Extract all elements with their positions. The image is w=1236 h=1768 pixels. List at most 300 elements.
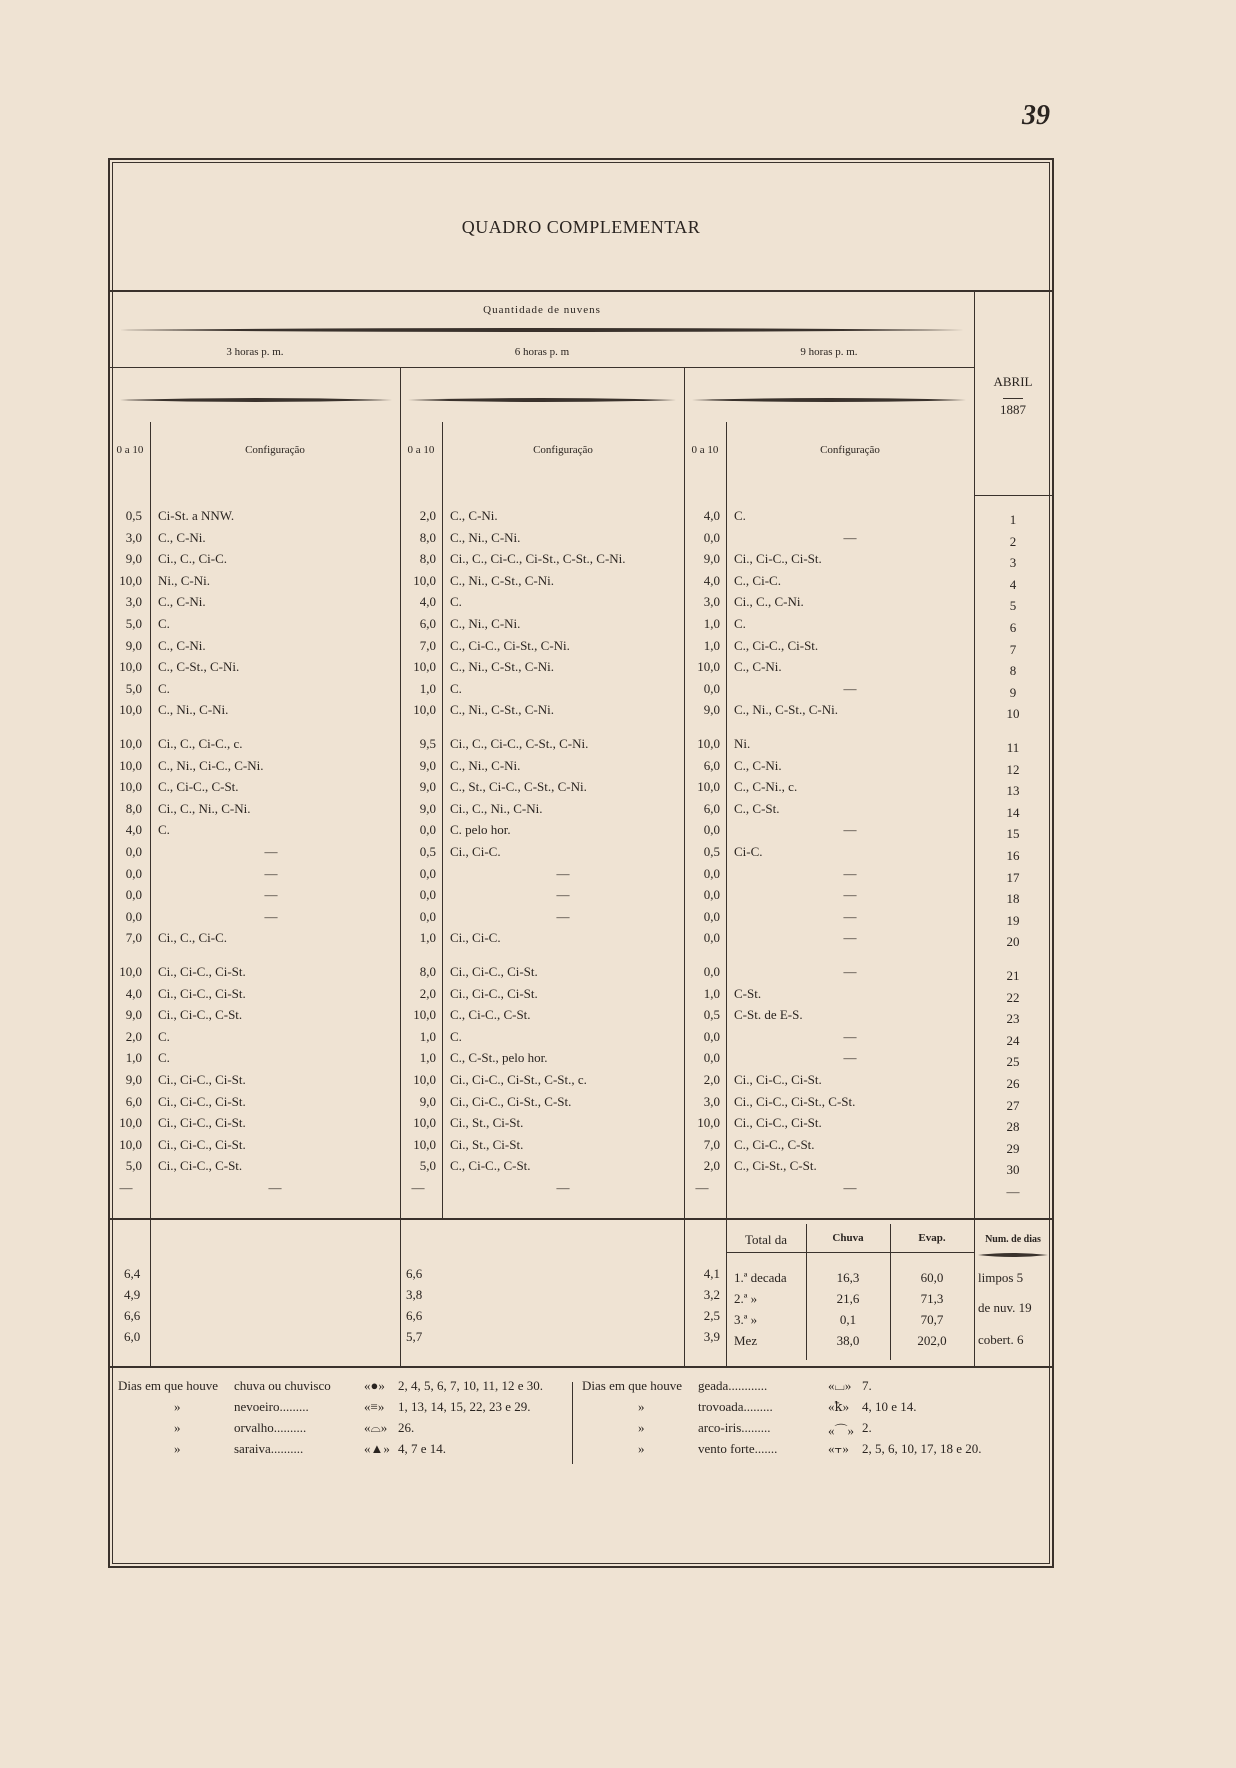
row-config-9pm: —: [843, 529, 857, 545]
row-val-6pm: —: [411, 1180, 425, 1195]
row-val-3pm: 9,0: [125, 1007, 142, 1023]
config-header-2: Configuração: [533, 444, 593, 456]
page-number: 39: [1022, 100, 1050, 131]
legend-right-label: trovoada.........: [698, 1399, 773, 1414]
row-val-3pm: 2,0: [125, 1028, 142, 1044]
row-val-9pm: —: [695, 1180, 709, 1195]
average-col9: 4,1: [703, 1266, 720, 1281]
average-col6: 5,7: [406, 1329, 423, 1344]
row-config-3pm: C.: [158, 680, 170, 696]
row-config-6pm: Ci., Ci-C.: [450, 844, 501, 859]
row-val-9pm: 0,0: [703, 964, 720, 979]
row-day: 9: [1009, 684, 1017, 700]
row-val-3pm: 10,0: [119, 659, 142, 675]
legend-left-mark: «●»: [364, 1378, 385, 1393]
row-val-6pm: 9,5: [419, 736, 436, 751]
row-val-6pm: 10,0: [413, 1136, 436, 1152]
row-val-6pm: 9,0: [419, 1093, 436, 1109]
row-config-6pm: —: [556, 887, 570, 903]
total-evap: 60,0: [920, 1270, 944, 1285]
row-val-6pm: 10,0: [413, 1007, 436, 1023]
row-val-9pm: 0,0: [703, 865, 720, 881]
legend-right-mark: «⌴»: [828, 1378, 852, 1393]
row-config-9pm: C., C-Ni.: [734, 659, 782, 675]
row-config-9pm: Ni.: [734, 736, 751, 751]
row-config-3pm: C., Ni., C-Ni.: [158, 702, 229, 718]
row-config-9pm: C., Ci-C.: [734, 572, 781, 588]
average-col6: 3,8: [406, 1287, 423, 1302]
row-val-3pm: 1,0: [125, 1050, 142, 1066]
row-config-9pm: Ci., Ci-C., Ci-St.: [734, 1115, 822, 1131]
row-val-3pm: 0,0: [125, 844, 142, 859]
row-val-9pm: 0,5: [703, 1007, 720, 1023]
row-config-6pm: C., Ni., C-Ni.: [450, 757, 521, 773]
total-label: 2.ª »: [734, 1291, 758, 1306]
col6-swash: [408, 397, 676, 403]
legend-split: [572, 1382, 573, 1464]
row-config-9pm: Ci., Ci-C., Ci-St., C-St.: [734, 1093, 856, 1109]
row-val-6pm: 1,0: [419, 680, 436, 696]
month-dash: [1003, 398, 1023, 399]
row-val-9pm: 1,0: [703, 616, 720, 631]
row-val-3pm: 0,0: [125, 887, 142, 903]
month-divider: [974, 495, 1052, 496]
row-val-3pm: 4,0: [125, 822, 142, 838]
row-val-9pm: 0,0: [703, 680, 720, 696]
num-dias-swash: [978, 1252, 1048, 1258]
row-val-6pm: 8,0: [419, 964, 436, 979]
row-val-3pm: 5,0: [125, 680, 142, 696]
row-config-9pm: —: [843, 1028, 857, 1044]
legend-right-days: 2.: [862, 1420, 872, 1435]
row-config-3pm: Ni., C-Ni.: [158, 572, 210, 588]
legend-left-prefix: »: [174, 1441, 181, 1456]
average-col9: 3,9: [703, 1329, 720, 1344]
col6-header: 6 horas p. m: [514, 346, 570, 358]
legend-left-label: nevoeiro.........: [234, 1399, 309, 1414]
row-val-6pm: 0,0: [419, 887, 436, 903]
row-config-9pm: —: [843, 865, 857, 881]
row-config-3pm: Ci., Ci-C., Ci-St.: [158, 1115, 246, 1131]
legend-left-mark: «⌓»: [364, 1420, 388, 1435]
row-day: 21: [1006, 968, 1020, 983]
row-config-9pm: C., C-St.: [734, 800, 780, 816]
row-config-9pm: —: [843, 887, 857, 903]
row-config-9pm: C., Ci-St., C-St.: [734, 1158, 817, 1174]
row-val-9pm: 0,0: [703, 1050, 720, 1066]
total-chuva: 16,3: [836, 1270, 860, 1285]
legend-left-prefix: »: [174, 1420, 181, 1435]
row-config-6pm: Ci., Ci-C., Ci-St.: [450, 985, 538, 1001]
row-config-9pm: Ci-C.: [734, 844, 763, 859]
config-header-3: Configuração: [820, 444, 880, 456]
row-val-6pm: 0,0: [419, 908, 436, 924]
row-val-6pm: 1,0: [419, 1050, 436, 1066]
row-config-3pm: —: [264, 887, 278, 903]
row-val-6pm: 10,0: [413, 1072, 436, 1087]
row-config-3pm: Ci., Ci-C., Ci-St.: [158, 1093, 246, 1109]
row-val-9pm: 2,0: [703, 1072, 720, 1087]
legend-right-prefix: »: [638, 1399, 645, 1414]
row-val-3pm: 10,0: [119, 1115, 142, 1131]
title-divider: [110, 290, 1052, 292]
row-day: 24: [1006, 1032, 1020, 1048]
evap-header: Evap.: [918, 1232, 946, 1244]
row-val-9pm: 10,0: [697, 736, 720, 751]
average-col3: 6,6: [124, 1308, 141, 1323]
total-chuva: 0,1: [839, 1312, 857, 1327]
row-day: 30: [1006, 1162, 1020, 1178]
row-config-9pm: —: [843, 822, 857, 838]
chuva-header: Chuva: [832, 1232, 864, 1244]
zero-ten-header-1: 0 a 10: [116, 444, 144, 456]
row-val-9pm: 0,0: [703, 529, 720, 545]
row-val-9pm: 1,0: [703, 637, 720, 653]
row-day: 10: [1006, 706, 1020, 722]
row-val-3pm: 5,0: [125, 1158, 142, 1174]
header-divider-2: [110, 367, 974, 368]
row-val-3pm: 10,0: [119, 572, 142, 588]
total-label: 1.ª decada: [734, 1270, 787, 1285]
row-config-9pm: —: [843, 930, 857, 946]
row-config-6pm: C., Ni., C-Ni.: [450, 616, 521, 631]
row-config-6pm: C., Ni., C-St., C-Ni.: [450, 572, 555, 588]
config-header-1: Configuração: [245, 444, 305, 456]
total-label: 3.ª »: [734, 1312, 758, 1327]
row-val-6pm: 9,0: [419, 800, 436, 816]
row-config-9pm: —: [843, 1050, 857, 1066]
row-config-6pm: Ci., St., Ci-St.: [450, 1115, 524, 1131]
row-config-6pm: Ci., C., Ni., C-Ni.: [450, 800, 543, 816]
row-config-3pm: Ci., C., Ni., C-Ni.: [158, 800, 251, 816]
total-label: Mez: [734, 1333, 758, 1348]
row-val-9pm: 0,0: [703, 930, 720, 946]
row-config-6pm: Ci., Ci-C.: [450, 930, 501, 946]
row-config-9pm: C.: [734, 508, 746, 523]
row-val-3pm: 3,0: [125, 594, 142, 610]
zero-ten-header-3: 0 a 10: [691, 444, 719, 456]
row-config-6pm: Ci., Ci-C., Ci-St.: [450, 964, 538, 979]
legend-right-label: arco-iris.........: [698, 1420, 771, 1435]
table-title: QUADRO COMPLEMENTAR: [461, 217, 701, 237]
row-val-6pm: 9,0: [419, 779, 436, 795]
row-config-6pm: —: [556, 1180, 570, 1195]
row-val-9pm: 1,0: [703, 985, 720, 1001]
row-config-6pm: Ci., C., Ci-C., C-St., C-Ni.: [450, 736, 589, 751]
year-header: 1887: [1000, 402, 1026, 417]
row-config-9pm: C-St. de E-S.: [734, 1007, 803, 1023]
row-config-6pm: C., Ci-C., Ci-St., C-Ni.: [450, 637, 570, 653]
row-day: 1: [1009, 512, 1017, 527]
row-val-3pm: 10,0: [119, 736, 142, 751]
row-config-6pm: C., C-Ni.: [450, 508, 498, 523]
row-config-9pm: Ci., Ci-C., Ci-St.: [734, 1072, 822, 1087]
zero-ten-header-2: 0 a 10: [407, 444, 435, 456]
quantidade-header: Quantidade de nuvens: [483, 304, 601, 316]
total-chuva: 38,0: [836, 1333, 860, 1348]
row-config-9pm: —: [843, 964, 857, 979]
row-config-9pm: C., Ni., C-St., C-Ni.: [734, 702, 839, 718]
row-config-6pm: C., Ni., C-Ni.: [450, 529, 521, 545]
legend-right-days: 4, 10 e 14.: [862, 1399, 917, 1414]
row-val-3pm: 10,0: [119, 702, 142, 718]
row-config-9pm: —: [843, 908, 857, 924]
average-col6: 6,6: [406, 1266, 423, 1281]
row-config-3pm: C.: [158, 1050, 170, 1066]
row-config-3pm: C.: [158, 822, 170, 838]
row-config-3pm: C., Ci-C., C-St.: [158, 779, 239, 795]
row-config-6pm: C.: [450, 1028, 462, 1044]
row-val-6pm: 0,5: [419, 844, 436, 859]
legend-left-mark: «▲»: [364, 1441, 390, 1456]
row-val-6pm: 8,0: [419, 529, 436, 545]
row-val-9pm: 2,0: [703, 1158, 720, 1174]
row-config-3pm: C., Ni., Ci-C., C-Ni.: [158, 757, 264, 773]
row-day: 20: [1006, 934, 1020, 950]
row-config-6pm: —: [556, 908, 570, 924]
row-day: 19: [1006, 912, 1020, 928]
summary-divider: [110, 1218, 1052, 1220]
legend-left-prefix: »: [174, 1399, 181, 1414]
row-day: 4: [1009, 576, 1017, 592]
row-day: 27: [1006, 1097, 1020, 1113]
row-day: 23: [1006, 1011, 1020, 1027]
row-val-6pm: 0,0: [419, 865, 436, 881]
row-config-3pm: Ci., Ci-C., Ci-St.: [158, 964, 246, 979]
row-config-6pm: —: [556, 865, 570, 881]
row-config-6pm: C., St., Ci-C., C-St., C-Ni.: [450, 779, 587, 795]
row-val-3pm: 0,0: [125, 908, 142, 924]
row-val-3pm: 9,0: [125, 551, 142, 567]
row-val-3pm: 3,0: [125, 529, 142, 545]
legend-left-days: 4, 7 e 14.: [398, 1441, 447, 1456]
row-val-3pm: —: [119, 1180, 133, 1195]
row-day: 7: [1009, 641, 1017, 657]
row-val-3pm: 0,0: [125, 865, 142, 881]
legend-left-mark: «≡»: [364, 1399, 385, 1414]
row-config-6pm: Ci., Ci-C., Ci-St., C-St., c.: [450, 1072, 587, 1087]
total-chuva: 21,6: [836, 1291, 860, 1306]
row-val-6pm: 0,0: [419, 822, 436, 838]
row-day: 12: [1006, 761, 1020, 777]
nuv-count: de nuv. 19: [978, 1300, 1032, 1315]
chuva-header-line: [726, 1252, 974, 1253]
row-config-6pm: C. pelo hor.: [450, 822, 511, 838]
total-evap: 202,0: [917, 1333, 947, 1348]
row-day: 22: [1006, 989, 1020, 1005]
row-val-3pm: 9,0: [125, 1072, 142, 1087]
row-config-6pm: C.: [450, 594, 462, 610]
row-day: 2: [1009, 533, 1017, 549]
col3-header: 3 horas p. m.: [226, 346, 284, 358]
legend-left-prefix: Dias em que houve: [118, 1378, 219, 1393]
row-config-9pm: Ci., Ci-C., Ci-St.: [734, 551, 822, 567]
row-day: 11: [1006, 740, 1020, 755]
cobert-count: cobert. 6: [978, 1332, 1024, 1347]
row-day: 8: [1009, 663, 1017, 679]
row-val-9pm: 10,0: [697, 1115, 720, 1131]
row-val-9pm: 10,0: [697, 779, 720, 795]
row-val-6pm: 2,0: [419, 985, 436, 1001]
row-config-3pm: C.: [158, 1028, 170, 1044]
legend-left-days: 1, 13, 14, 15, 22, 23 e 29.: [398, 1399, 531, 1414]
row-val-9pm: 0,0: [703, 908, 720, 924]
row-val-9pm: 10,0: [697, 659, 720, 675]
total-header: Total da: [744, 1232, 788, 1247]
row-config-3pm: —: [268, 1180, 282, 1195]
legend-right-prefix: »: [638, 1420, 645, 1435]
row-val-6pm: 4,0: [419, 594, 436, 610]
limpos-count: limpos 5: [978, 1270, 1024, 1285]
row-val-6pm: 7,0: [419, 637, 436, 653]
row-val-6pm: 5,0: [419, 1158, 436, 1174]
row-val-9pm: 9,0: [703, 551, 720, 567]
row-config-3pm: Ci., Ci-C., Ci-St.: [158, 1136, 246, 1152]
row-config-3pm: Ci., C., Ci-C.: [158, 930, 227, 946]
row-val-9pm: 0,0: [703, 887, 720, 903]
row-day: 15: [1006, 826, 1020, 842]
legend-left-days: 26.: [398, 1420, 415, 1435]
row-val-6pm: 8,0: [419, 551, 436, 567]
row-config-3pm: Ci., C., Ci-C.: [158, 551, 227, 567]
legend-right-mark: «⌒»: [828, 1423, 855, 1438]
row-val-6pm: 10,0: [413, 659, 436, 675]
col3-swash: [120, 397, 392, 403]
average-col3: 4,9: [124, 1287, 141, 1302]
legend-right-prefix: »: [638, 1441, 645, 1456]
row-val-6pm: 1,0: [419, 930, 436, 946]
row-config-3pm: —: [264, 844, 278, 859]
row-val-6pm: 10,0: [413, 572, 436, 588]
row-day: 28: [1006, 1119, 1020, 1135]
row-config-3pm: —: [264, 865, 278, 881]
sub-line-2: [442, 422, 443, 1218]
legend-right-mark: «ꝁ»: [828, 1399, 850, 1414]
row-config-6pm: C., Ci-C., C-St.: [450, 1007, 531, 1023]
col9-header: 9 horas p. m.: [800, 346, 858, 358]
legend-left-label: orvalho..........: [234, 1420, 307, 1435]
row-config-9pm: C., C-Ni., c.: [734, 779, 798, 795]
row-config-6pm: C., Ni., C-St., C-Ni.: [450, 659, 555, 675]
col9-swash: [692, 397, 966, 403]
row-val-3pm: 10,0: [119, 779, 142, 795]
total-evap: 70,7: [920, 1312, 944, 1327]
row-config-3pm: C., C-St., C-Ni.: [158, 659, 240, 675]
legend-divider: [110, 1366, 1052, 1368]
num-dias-header: Num. de dias: [985, 1234, 1041, 1245]
legend-left-label: saraiva..........: [234, 1441, 304, 1456]
row-config-3pm: Ci., Ci-C., Ci-St.: [158, 1072, 246, 1087]
row-val-3pm: 4,0: [125, 985, 142, 1001]
row-day: 17: [1006, 869, 1020, 885]
row-val-9pm: 0,0: [703, 822, 720, 838]
legend-right-mark: «⫟»: [828, 1441, 849, 1456]
row-val-3pm: 6,0: [125, 1093, 142, 1109]
row-config-6pm: C.: [450, 680, 462, 696]
row-config-3pm: Ci., C., Ci-C., c.: [158, 736, 243, 751]
row-val-3pm: 5,0: [125, 616, 142, 631]
row-val-3pm: 10,0: [119, 757, 142, 773]
row-config-9pm: C-St.: [734, 985, 762, 1001]
row-val-9pm: 0,0: [703, 1028, 720, 1044]
row-config-6pm: C., Ni., C-St., C-Ni.: [450, 702, 555, 718]
row-val-9pm: 0,5: [703, 844, 720, 859]
row-val-9pm: 7,0: [703, 1136, 720, 1152]
row-day: 5: [1009, 598, 1017, 614]
row-config-3pm: C.: [158, 616, 170, 631]
row-config-9pm: C., Ci-C., C-St.: [734, 1136, 815, 1152]
row-val-3pm: 10,0: [119, 1136, 142, 1152]
row-val-6pm: 10,0: [413, 702, 436, 718]
row-config-6pm: Ci., Ci-C., Ci-St., C-St.: [450, 1093, 572, 1109]
legend-left-label: chuva ou chuvisco: [234, 1378, 331, 1393]
row-config-3pm: C., C-Ni.: [158, 637, 206, 653]
row-val-9pm: 3,0: [703, 594, 720, 610]
average-col3: 6,4: [124, 1266, 141, 1281]
row-day: 6: [1009, 620, 1017, 635]
row-val-9pm: 3,0: [703, 1093, 720, 1109]
row-config-9pm: C., C-Ni.: [734, 757, 782, 773]
row-config-6pm: Ci., C., Ci-C., Ci-St., C-St., C-Ni.: [450, 551, 626, 567]
row-config-9pm: C.: [734, 616, 746, 631]
row-val-3pm: 10,0: [119, 964, 142, 979]
total-evap: 71,3: [920, 1291, 944, 1306]
row-val-3pm: 8,0: [125, 800, 142, 816]
legend-right-days: 2, 5, 6, 10, 17, 18 e 20.: [862, 1441, 982, 1456]
row-config-3pm: C., C-Ni.: [158, 594, 206, 610]
row-config-9pm: C., Ci-C., Ci-St.: [734, 637, 819, 653]
row-val-9pm: 4,0: [703, 572, 720, 588]
row-config-6pm: C., Ci-C., C-St.: [450, 1158, 531, 1174]
row-config-6pm: C., C-St., pelo hor.: [450, 1050, 548, 1066]
row-val-6pm: 2,0: [419, 508, 436, 523]
row-day: 18: [1006, 891, 1020, 907]
row-day: 14: [1006, 804, 1020, 820]
row-val-3pm: 7,0: [125, 930, 142, 946]
row-config-3pm: C., C-Ni.: [158, 529, 206, 545]
row-day: 3: [1009, 555, 1017, 571]
row-config-3pm: —: [264, 908, 278, 924]
row-val-6pm: 10,0: [413, 1115, 436, 1131]
legend-left-days: 2, 4, 5, 6, 7, 10, 11, 12 e 30.: [398, 1378, 544, 1393]
row-val-9pm: 6,0: [703, 757, 720, 773]
row-config-9pm: —: [843, 1180, 857, 1195]
row-config-9pm: Ci., C., C-Ni.: [734, 594, 804, 610]
row-day: 29: [1006, 1140, 1020, 1156]
row-config-3pm: Ci-St. a NNW.: [158, 508, 235, 523]
row-config-3pm: Ci., Ci-C., C-St.: [158, 1158, 243, 1174]
row-day: 25: [1006, 1054, 1020, 1070]
row-config-9pm: —: [843, 680, 857, 696]
month-header: ABRIL: [993, 374, 1033, 389]
legend-right-label: geada............: [698, 1378, 768, 1393]
row-val-9pm: 9,0: [703, 702, 720, 718]
row-day: —: [1006, 1184, 1020, 1199]
row-val-3pm: 0,5: [125, 508, 142, 523]
row-val-9pm: 4,0: [703, 508, 720, 523]
row-val-6pm: 9,0: [419, 757, 436, 773]
row-day: 26: [1006, 1076, 1020, 1091]
row-day: 13: [1006, 783, 1020, 799]
row-val-9pm: 6,0: [703, 800, 720, 816]
row-config-3pm: Ci., Ci-C., C-St.: [158, 1007, 243, 1023]
header-swash: [120, 327, 964, 333]
average-col6: 6,6: [406, 1308, 423, 1323]
legend-right-days: 7.: [862, 1378, 872, 1393]
row-day: 16: [1006, 848, 1020, 863]
average-col3: 6,0: [124, 1329, 141, 1344]
row-val-6pm: 1,0: [419, 1028, 436, 1044]
